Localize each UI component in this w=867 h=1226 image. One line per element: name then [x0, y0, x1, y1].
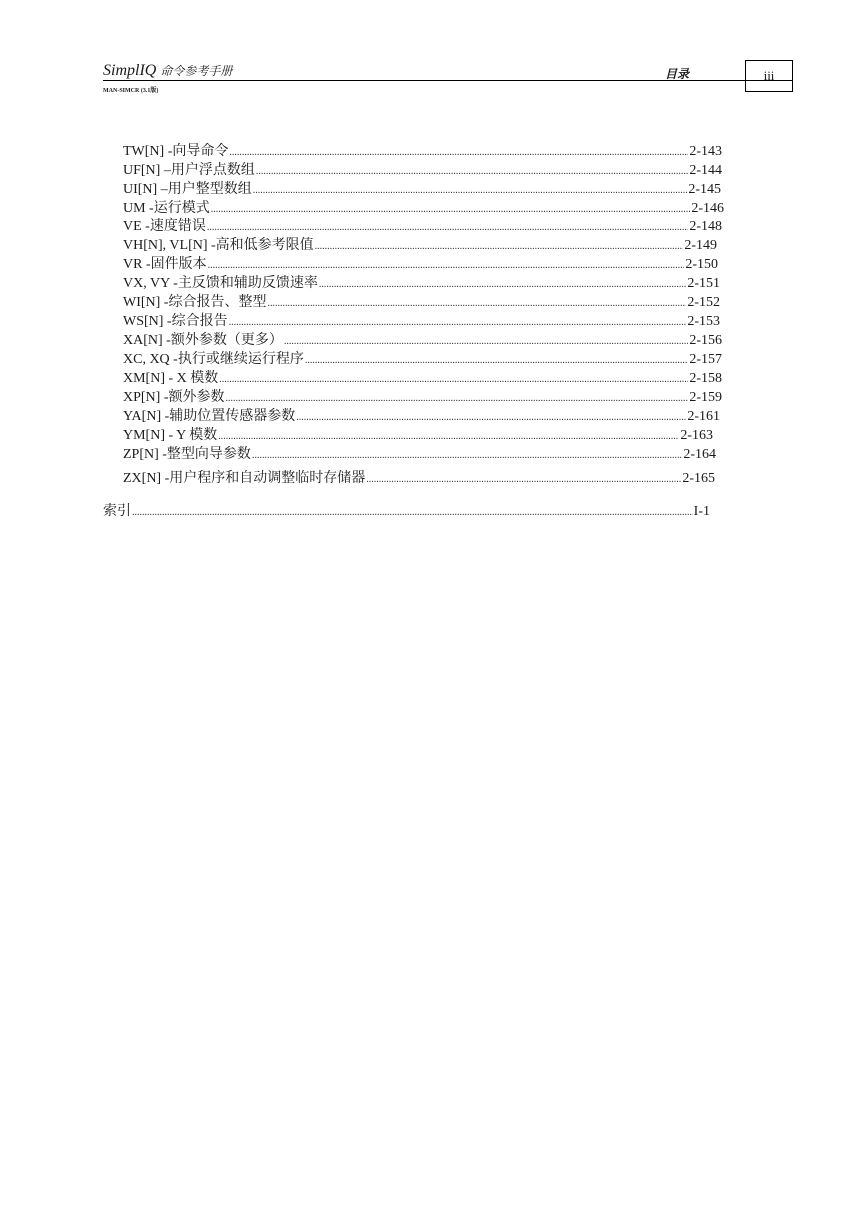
toc-entry[interactable]	[123, 332, 722, 351]
toc-entry-label: UI[N] –用户整型数组	[123, 182, 252, 197]
toc-entry-label: XP[N] -额外参数	[123, 390, 225, 405]
toc-entry-page: 2-145	[688, 182, 721, 197]
toc-entry-page: 2-153	[687, 314, 720, 329]
toc-entry-label: VX, VY -主反馈和辅助反馈速率	[123, 276, 318, 291]
toc-entry-page: I-1	[693, 504, 710, 519]
toc-entry[interactable]	[123, 446, 716, 465]
toc-entry-page: 2-158	[689, 371, 722, 386]
toc-entry-page: 2-151	[687, 276, 720, 291]
toc-entry-page: 2-157	[689, 352, 722, 367]
document-version: MAN-SIMCR (3.1版)	[103, 88, 159, 94]
toc-entry[interactable]	[123, 181, 721, 200]
toc-leader	[219, 371, 688, 389]
toc-entry[interactable]	[123, 200, 724, 219]
toc-entry-page: 2-163	[680, 428, 713, 443]
section-name: 目录	[665, 67, 690, 81]
toc-entry-label: UM -运行模式	[123, 201, 210, 216]
toc-entry-page: 2-143	[689, 144, 722, 159]
toc-entry-label: 索引	[103, 504, 131, 519]
document-title	[103, 62, 232, 80]
toc-leader	[226, 390, 689, 408]
toc-entry-label: TW[N] -向导命令	[123, 144, 229, 159]
toc-entry-label: YM[N] - Y 模数	[123, 428, 218, 443]
toc-entry[interactable]	[123, 218, 722, 237]
toc-entry-label: ZP[N] -整型向导参数	[123, 447, 251, 462]
toc-leader	[267, 295, 686, 313]
toc-leader	[296, 409, 686, 427]
toc-entry-page: 2-161	[687, 409, 720, 424]
document-title-latin: SimplIQ	[103, 62, 157, 79]
toc-entry[interactable]	[123, 275, 720, 294]
toc-leader	[366, 471, 681, 489]
toc-entry-page: 2-149	[684, 238, 717, 253]
toc-entry[interactable]	[123, 313, 720, 332]
toc-entry-label: VH[N], VL[N] -高和低参考限值	[123, 238, 314, 253]
toc-entry-label: VR -固件版本	[123, 257, 207, 272]
toc-entry-label: XM[N] - X 模数	[123, 371, 219, 386]
toc-leader	[229, 314, 687, 332]
toc-leader	[284, 333, 689, 351]
toc-leader	[256, 163, 688, 181]
toc-entry-page: 2-164	[683, 447, 716, 462]
toc-leader	[132, 504, 693, 522]
toc-entry-label: WI[N] -综合报告、整型	[123, 295, 267, 310]
toc-entry[interactable]	[123, 389, 722, 408]
page-number: iii	[763, 68, 775, 83]
toc-entry[interactable]	[123, 370, 722, 389]
toc-entry-page: 2-156	[689, 333, 722, 348]
toc-entry-page: 2-152	[687, 295, 720, 310]
toc-leader	[211, 201, 691, 219]
toc-entry[interactable]	[123, 237, 717, 256]
toc-entry-label: YA[N] -辅助位置传感器参数	[123, 409, 296, 424]
header-rule	[103, 80, 793, 81]
toc-entry[interactable]	[123, 143, 722, 162]
toc-entry-index[interactable]	[103, 503, 710, 522]
toc-leader	[207, 219, 689, 237]
toc-entry[interactable]	[123, 427, 713, 446]
toc-entry-label: VE -速度错误	[123, 219, 206, 234]
toc-entry[interactable]	[123, 162, 722, 181]
page-number-box	[745, 60, 793, 92]
document-title-cn: 命令参考手册	[160, 64, 233, 78]
toc-entry-page: 2-159	[689, 390, 722, 405]
toc-entry-label: WS[N] -综合报告	[123, 314, 228, 329]
toc-entry[interactable]	[123, 470, 715, 489]
toc-entry-label: ZX[N] -用户程序和自动调整临时存储器	[123, 471, 366, 486]
toc-entry[interactable]	[123, 256, 718, 275]
toc-entry-page: 2-165	[682, 471, 715, 486]
toc-entry-label: XA[N] -额外参数（更多）	[123, 333, 283, 348]
toc-entry[interactable]	[123, 351, 722, 370]
toc-entry[interactable]	[123, 294, 720, 313]
toc-entry-page: 2-146	[691, 201, 724, 216]
toc-leader	[229, 144, 688, 162]
toc-entry[interactable]	[123, 408, 720, 427]
toc-entry-page: 2-148	[689, 219, 722, 234]
toc-entry-page: 2-144	[689, 163, 722, 178]
toc-leader	[252, 447, 682, 465]
toc-entry-page: 2-150	[685, 257, 718, 272]
toc-leader	[319, 276, 686, 294]
toc-leader	[208, 257, 685, 275]
toc-leader	[218, 428, 679, 446]
toc-leader	[305, 352, 688, 370]
toc-leader	[315, 238, 684, 256]
toc-leader	[253, 182, 688, 200]
toc-entry-label: UF[N] –用户浮点数组	[123, 163, 255, 178]
toc-entry-label: XC, XQ -执行或继续运行程序	[123, 352, 304, 367]
